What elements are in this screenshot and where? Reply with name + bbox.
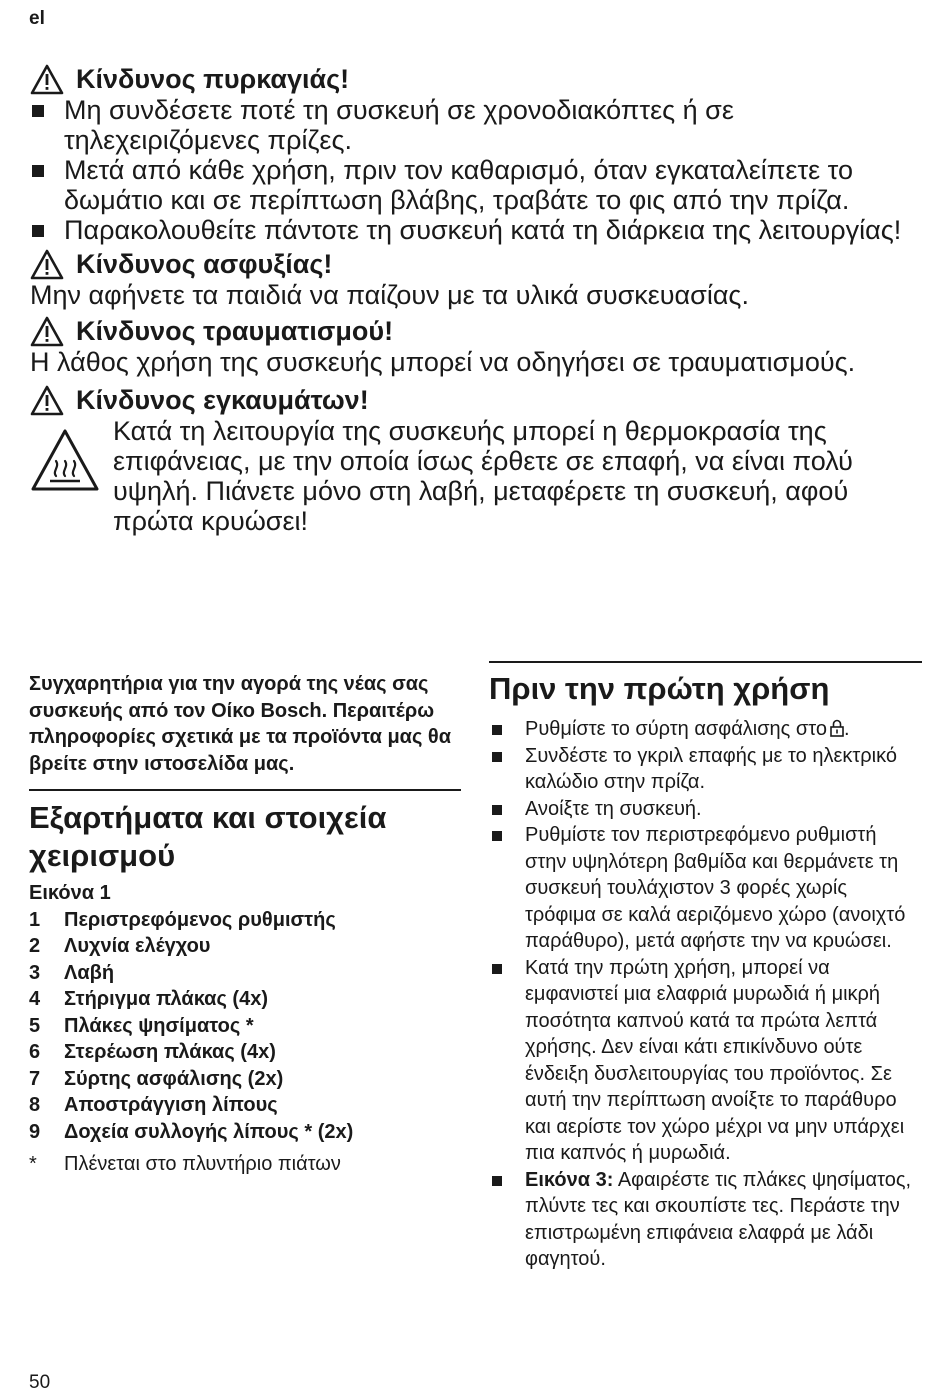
components-list: [29, 907, 461, 1146]
bullet-square-icon: [492, 725, 502, 735]
injury-warning-title: Κίνδυνος τραυματισμού!: [76, 316, 394, 346]
list-item: Μετά από κάθε χρήση, πριν τον καθαρισμό, όταν εγκαταλείπετε το δωμάτιο και σε περίπτωση βλάβης, τραβάτε το φις από την πρίζα.: [30, 155, 925, 215]
bullet-square-icon: [32, 105, 44, 117]
hot-surface-icon: [30, 428, 100, 492]
bullet-square-icon: [492, 964, 502, 974]
list-item: 8 Αποστράγγιση λίπους: [29, 1094, 278, 1116]
list-item: 9 Δοχεία συλλογής λίπους * (2x): [29, 1120, 354, 1143]
first-use-list: [489, 716, 922, 1273]
components-heading: Εξαρτήματα και στοιχεία χειρισμού: [29, 800, 387, 873]
injury-warning-text: Η λάθος χρήση της συσκευής μπορεί να οδηγήσει σε τραυματισμούς.: [30, 347, 856, 377]
burn-warning-text: Κατά τη λειτουργία της συσκευής μπορεί η θερμοκρασία της επιφάνειας, με την οποία ίσως έρθετε σε επαφή, να είναι πολύ υψηλή. Πιάνετε μόνο στη λαβή, μεταφέρετε τη συσκευή, αφού πρώτα κρυώσει!: [113, 416, 853, 536]
fire-warning-heading: [30, 64, 925, 95]
bullet-square-icon: [492, 805, 502, 815]
burn-warning-title: Κίνδυνος εγκαυμάτων!: [76, 385, 369, 415]
right-column: [489, 661, 922, 1273]
figure-reference: Εικόνα 1: [29, 882, 111, 904]
safety-warnings: [30, 64, 925, 536]
suffocation-warning-text: Μην αφήνετε τα παιδιά να παίζουν με τα υλικά συσκευασίας.: [30, 280, 749, 310]
list-item: Ρυθμίστε το σύρτη ασφάλισης στο .: [489, 716, 922, 743]
section-divider: [489, 661, 922, 663]
list-item: Εικόνα 3: Αφαιρέστε τις πλάκες ψησίματος, πλύντε τες και σκουπίστε τες. Περάστε την επιστρωμένη επιφάνεια ελαφρά με λάδι φαγητού.: [489, 1167, 922, 1273]
page-number: 50: [29, 1372, 51, 1393]
fire-warning-list: [30, 95, 925, 245]
list-item: 5 Πλάκες ψησίματος *: [29, 1014, 254, 1037]
fire-warning-title: Κίνδυνος πυρκαγιάς!: [76, 64, 350, 94]
burn-warning-body: [30, 416, 925, 536]
burn-warning-heading: [30, 385, 925, 416]
list-item: 1 Περιστρεφόμενος ρυθμιστής: [29, 908, 336, 931]
warning-triangle-icon: [30, 64, 64, 95]
injury-warning-heading: [30, 316, 925, 347]
list-item: Παρακολουθείτε πάντοτε τη συσκευή κατά τη διάρκεια της λειτουργίας!: [30, 215, 925, 245]
list-item: 4 Στήριγμα πλάκας (4x): [29, 988, 268, 1010]
list-item: Μη συνδέσετε ποτέ τη συσκευή σε χρονοδιακόπτες ή σε τηλεχειριζόμενες πρίζες.: [30, 95, 925, 155]
warning-triangle-icon: [30, 385, 64, 416]
suffocation-warning-heading: [30, 249, 925, 280]
bullet-square-icon: [492, 752, 502, 762]
warning-triangle-icon: [30, 249, 64, 280]
suffocation-warning-title: Κίνδυνος ασφυξίας!: [76, 249, 333, 279]
intro-paragraph: Συγχαρητήρια για την αγορά της νέας σας συσκευής από τον Οίκο Bosch. Περαιτέρω πληροφορίες σχετικά με τα προϊόντα μας θα βρείτε στην ιστοσελίδα μας.: [29, 673, 452, 775]
bullet-square-icon: [492, 831, 502, 841]
section-divider: [29, 789, 461, 791]
lock-icon: [830, 719, 844, 737]
list-item: Ανοίξτε τη συσκευή.: [489, 796, 922, 823]
warning-triangle-icon: [30, 316, 64, 347]
list-item: 2 Λυχνία ελέγχου: [29, 935, 211, 957]
left-column: [29, 671, 461, 1178]
list-item: 7 Σύρτης ασφάλισης (2x): [29, 1067, 284, 1090]
bullet-square-icon: [32, 225, 44, 237]
list-item: 6 Στερέωση πλάκας (4x): [29, 1041, 276, 1063]
bullet-square-icon: [492, 1176, 502, 1186]
list-item: Συνδέστε το γκριλ επαφής με το ηλεκτρικό καλώδιο στην πρίζα.: [489, 743, 922, 796]
language-code: el: [29, 8, 45, 29]
list-item: 3 Λαβή: [29, 961, 115, 984]
list-item: Κατά την πρώτη χρήση, μπορεί να εμφανιστεί μια ελαφριά μυρωδιά ή μικρή ποσότητα καπνού κατά τα πρώτα λεπτά χρήσης. Δεν είναι κάτι επικίνδυνο ούτε ένδειξη δυσλειτουργίας του προϊόντος. Σε αυτή την περίπτωση ανοίξτε το παράθυρο και αερίστε τον χώρο μέχρι να μην υπάρχει πια καπνός ή μυρωδιά.: [489, 955, 922, 1167]
bullet-square-icon: [32, 165, 44, 177]
first-use-heading: Πριν την πρώτη χρήση: [489, 671, 830, 706]
list-item: Ρυθμίστε τον περιστρεφόμενο ρυθμιστή στην υψηλότερη βαθμίδα και θερμάνετε τη συσκευή τουλάχιστον 3 φορές χωρίς τρόφιμα σε καλά αεριζόμενο χώρο (ανοιχτό παράθυρο), μετά αφήστε την να κρυώσει.: [489, 822, 922, 955]
footnote: * Πλένεται στο πλυντήριο πιάτων: [29, 1153, 341, 1175]
